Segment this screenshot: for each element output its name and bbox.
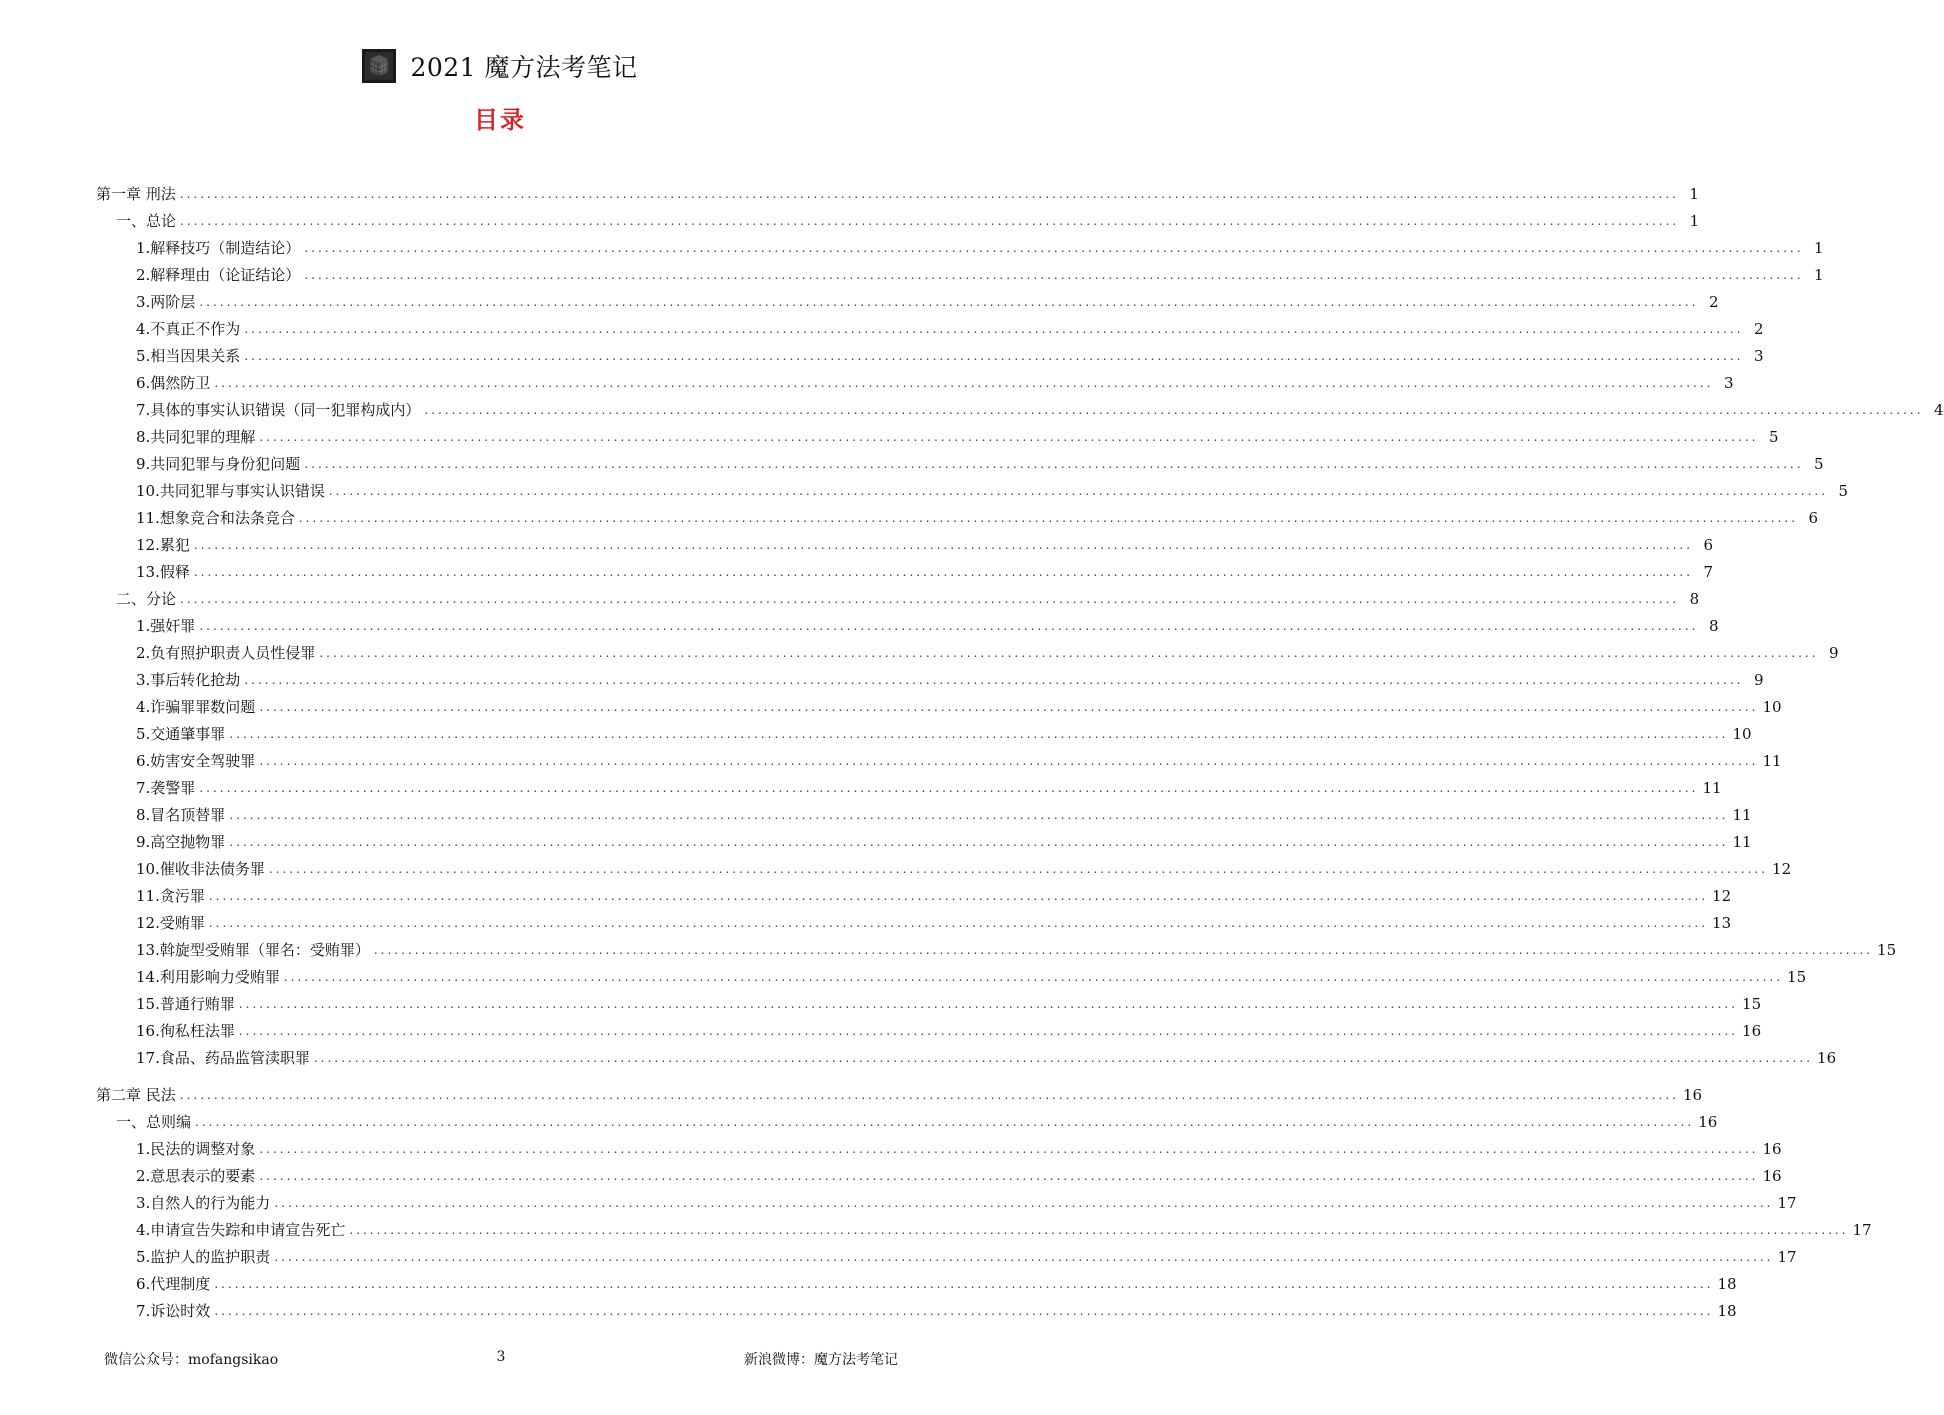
toc-entry-page: 18	[1717, 1275, 1737, 1293]
toc-entry-label: 3.两阶层	[136, 293, 196, 311]
toc-entry-page: 8	[1708, 617, 1719, 635]
toc-entry-page: 9	[1828, 644, 1839, 662]
toc-entry-page: 3	[1753, 347, 1764, 365]
toc-item-entry[interactable]	[96, 1244, 1797, 1271]
toc-item-entry[interactable]	[96, 1163, 1782, 1190]
toc-dot-leader: ............................................................................................................................................................................................................................	[349, 1223, 1849, 1237]
toc-entry-page: 11	[1702, 779, 1722, 797]
toc-entry-page: 1	[1689, 212, 1700, 230]
toc-dot-leader: ............................................................................................................................................................................................................................	[214, 376, 1714, 390]
toc-entry-label: 7.袭警罪	[136, 779, 196, 797]
toc-item-entry[interactable]	[96, 451, 1824, 478]
toc-entry-page: 4	[1933, 401, 1944, 419]
toc-heading: 目录	[474, 105, 526, 134]
toc-dot-leader: ............................................................................................................................................................................................................................	[304, 457, 1804, 471]
toc-entry-page: 1	[1813, 266, 1824, 284]
toc-entry-label: 第二章 民法	[96, 1086, 176, 1104]
toc-item-entry[interactable]	[96, 694, 1782, 721]
toc-item-entry[interactable]	[96, 883, 1732, 910]
toc-item-entry[interactable]	[96, 370, 1734, 397]
toc-entry-label: 7.具体的事实认识错误（同一犯罪构成内）	[136, 401, 421, 419]
toc-entry-label: 13.斡旋型受贿罪（罪名：受贿罪）	[136, 941, 370, 959]
toc-dot-leader: ............................................................................................................................................................................................................................	[199, 295, 1699, 309]
toc-dot-leader: ............................................................................................................................................................................................................................	[229, 835, 1729, 849]
toc-entry-label: 16.徇私枉法罪	[136, 1022, 235, 1040]
toc-entry-page: 5	[1838, 482, 1849, 500]
toc-entry-label: 4.诈骗罪罪数问题	[136, 698, 256, 716]
toc-entry-label: 一、总则编	[116, 1113, 192, 1131]
toc-item-entry[interactable]	[96, 1045, 1837, 1072]
toc-dot-leader: ............................................................................................................................................................................................................................	[328, 484, 1829, 498]
toc-entry-page: 11	[1732, 806, 1752, 824]
toc-dot-leader: ............................................................................................................................................................................................................................	[214, 1304, 1714, 1318]
toc-section-entry[interactable]	[96, 208, 1700, 235]
toc-dot-leader: ............................................................................................................................................................................................................................	[313, 1051, 1814, 1065]
toc-item-entry[interactable]	[96, 532, 1714, 559]
toc-entry-label: 2.负有照护职责人员性侵罪	[136, 644, 316, 662]
toc-entry-label: 10.催收非法债务罪	[136, 860, 265, 878]
toc-entry-page: 16	[1817, 1049, 1837, 1067]
toc-entry-page: 10	[1762, 698, 1782, 716]
toc-item-entry[interactable]	[96, 505, 1819, 532]
toc-entry-page: 11	[1732, 833, 1752, 851]
toc-item-entry[interactable]	[96, 613, 1719, 640]
toc-entry-label: 5.监护人的监护职责	[136, 1248, 271, 1266]
toc-dot-leader: ............................................................................................................................................................................................................................	[259, 430, 1759, 444]
toc-entry-page: 1	[1813, 239, 1824, 257]
toc-item-entry[interactable]	[96, 667, 1764, 694]
toc-section-entry[interactable]	[96, 586, 1700, 613]
toc-entry-label: 1.解释技巧（制造结论）	[136, 239, 301, 257]
toc-item-entry[interactable]	[96, 1298, 1737, 1325]
toc-dot-leader: ............................................................................................................................................................................................................................	[259, 700, 1759, 714]
toc-entry-page: 11	[1762, 752, 1782, 770]
toc-dot-leader: ............................................................................................................................................................................................................................	[283, 970, 1784, 984]
document-title: 2021 魔方法考笔记	[410, 53, 638, 82]
toc-entry-page: 16	[1762, 1167, 1782, 1185]
toc-item-entry[interactable]	[96, 937, 1897, 964]
toc-entry-label: 15.普通行贿罪	[136, 995, 235, 1013]
toc-item-entry[interactable]	[96, 721, 1752, 748]
toc-dot-leader: ............................................................................................................................................................................................................................	[208, 916, 1709, 930]
toc-item-entry[interactable]	[96, 640, 1839, 667]
toc-chapter-entry[interactable]	[96, 181, 1699, 208]
toc-entry-label: 12.累犯	[136, 536, 190, 554]
toc-entry-label: 3.事后转化抢劫	[136, 671, 241, 689]
toc-entry-page: 2	[1753, 320, 1764, 338]
toc-item-entry[interactable]	[96, 1190, 1797, 1217]
toc-entry-page: 15	[1877, 941, 1897, 959]
toc-dot-leader: ............................................................................................................................................................................................................................	[274, 1250, 1774, 1264]
toc-dot-leader: ............................................................................................................................................................................................................................	[238, 997, 1739, 1011]
toc-dot-leader: ............................................................................................................................................................................................................................	[373, 943, 1874, 957]
toc-item-entry[interactable]	[96, 856, 1792, 883]
toc-entry-label: 14.利用影响力受贿罪	[136, 968, 280, 986]
toc-entry-page: 12	[1712, 887, 1732, 905]
toc-entry-page: 9	[1753, 671, 1764, 689]
toc-entry-label: 一、总论	[116, 212, 177, 230]
toc-item-entry[interactable]	[96, 748, 1782, 775]
toc-entry-page: 17	[1852, 1221, 1872, 1239]
toc-entry-page: 16	[1742, 1022, 1762, 1040]
toc-item-entry[interactable]	[96, 559, 1714, 586]
toc-dot-leader: ............................................................................................................................................................................................................................	[180, 214, 1680, 228]
toc-chapter-entry[interactable]	[96, 1082, 1703, 1109]
toc-dot-leader: ............................................................................................................................................................................................................................	[259, 1142, 1759, 1156]
toc-dot-leader: ............................................................................................................................................................................................................................	[208, 889, 1709, 903]
page-number: 3	[496, 1349, 506, 1365]
toc-item-entry[interactable]	[96, 829, 1752, 856]
toc-entry-page: 13	[1712, 914, 1732, 932]
toc-entry-label: 8.共同犯罪的理解	[136, 428, 256, 446]
toc-entry-page: 2	[1708, 293, 1719, 311]
toc-entry-label: 8.冒名顶替罪	[136, 806, 226, 824]
toc-dot-leader: ............................................................................................................................................................................................................................	[229, 727, 1729, 741]
toc-entry-label: 1.民法的调整对象	[136, 1140, 256, 1158]
toc-item-entry[interactable]	[96, 1018, 1762, 1045]
toc-dot-leader: ............................................................................................................................................................................................................................	[268, 862, 1769, 876]
toc-dot-leader: ............................................................................................................................................................................................................................	[199, 781, 1699, 795]
toc-entry-page: 17	[1777, 1194, 1797, 1212]
toc-entry-page: 5	[1768, 428, 1779, 446]
toc-item-entry[interactable]	[96, 289, 1719, 316]
page-footer	[104, 1349, 898, 1369]
toc-entry-page: 12	[1772, 860, 1792, 878]
toc-entry-label: 17.食品、药品监管渎职罪	[136, 1049, 310, 1067]
toc-entry-label: 5.相当因果关系	[136, 347, 241, 365]
toc-entry-page: 8	[1689, 590, 1700, 608]
toc-item-entry[interactable]	[96, 775, 1722, 802]
toc-dot-leader: ............................................................................................................................................................................................................................	[229, 808, 1729, 822]
toc-entry-page: 18	[1717, 1302, 1737, 1320]
toc-entry-page: 3	[1723, 374, 1734, 392]
toc-entry-page: 5	[1813, 455, 1824, 473]
toc-dot-leader: ............................................................................................................................................................................................................................	[244, 673, 1744, 687]
toc-entry-label: 11.想象竞合和法条竞合	[136, 509, 295, 527]
toc-entry-page: 15	[1787, 968, 1807, 986]
toc-item-entry[interactable]	[96, 991, 1762, 1018]
toc-dot-leader: ............................................................................................................................................................................................................................	[424, 403, 1924, 417]
toc-entry-label: 2.意思表示的要素	[136, 1167, 256, 1185]
toc-entry-page: 1	[1689, 185, 1699, 203]
toc-entry-label: 5.交通肇事罪	[136, 725, 226, 743]
toc-dot-leader: ............................................................................................................................................................................................................................	[298, 511, 1799, 525]
toc-entry-label: 4.申请宣告失踪和申请宣告死亡	[136, 1221, 346, 1239]
toc-entry-label: 7.诉讼时效	[136, 1302, 211, 1320]
document-header	[0, 46, 1000, 86]
toc-dot-leader: ............................................................................................................................................................................................................................	[259, 754, 1759, 768]
toc-item-entry[interactable]	[96, 910, 1732, 937]
toc-entry-label: 9.共同犯罪与身份犯问题	[136, 455, 301, 473]
toc-item-entry[interactable]	[96, 1136, 1782, 1163]
toc-entry-page: 15	[1742, 995, 1762, 1013]
toc-entry-label: 13.假释	[136, 563, 190, 581]
toc-dot-leader: ............................................................................................................................................................................................................................	[259, 1169, 1759, 1183]
toc-item-entry[interactable]	[96, 1271, 1737, 1298]
toc-entry-label: 9.高空抛物罪	[136, 833, 226, 851]
toc-item-entry[interactable]	[96, 343, 1764, 370]
toc-dot-leader: ............................................................................................................................................................................................................................	[238, 1024, 1739, 1038]
toc-item-entry[interactable]	[96, 397, 1944, 424]
toc-entry-page: 16	[1762, 1140, 1782, 1158]
toc-entry-page: 6	[1808, 509, 1819, 527]
toc-item-entry[interactable]	[96, 262, 1824, 289]
toc-dot-leader: ............................................................................................................................................................................................................................	[319, 646, 1819, 660]
toc-section-entry[interactable]	[96, 1109, 1718, 1136]
toc-entry-label: 1.强奸罪	[136, 617, 196, 635]
toc-dot-leader: ............................................................................................................................................................................................................................	[193, 565, 1694, 579]
toc-entry-page: 16	[1698, 1113, 1718, 1131]
toc-entry-label: 12.受贿罪	[136, 914, 205, 932]
toc-entry-page: 6	[1703, 536, 1714, 554]
toc-entry-label: 11.贪污罪	[136, 887, 205, 905]
toc-dot-leader: ............................................................................................................................................................................................................................	[179, 1088, 1679, 1102]
toc-entry-page: 10	[1732, 725, 1752, 743]
toc-entry-label: 2.解释理由（论证结论）	[136, 266, 301, 284]
toc-entry-label: 3.自然人的行为能力	[136, 1194, 271, 1212]
toc-item-entry[interactable]	[96, 424, 1779, 451]
toc-dot-leader: ............................................................................................................................................................................................................................	[193, 538, 1694, 552]
toc-dot-leader: ............................................................................................................................................................................................................................	[244, 349, 1744, 363]
toc-item-entry[interactable]	[96, 316, 1764, 343]
toc-entry-label: 6.代理制度	[136, 1275, 211, 1293]
footer-wechat-account: 微信公众号：mofangsikao	[104, 1352, 279, 1368]
table-of-contents	[96, 181, 1944, 1325]
toc-dot-leader: ............................................................................................................................................................................................................................	[244, 322, 1744, 336]
toc-item-entry[interactable]	[96, 1217, 1872, 1244]
toc-entry-label: 6.妨害安全驾驶罪	[136, 752, 256, 770]
toc-dot-leader: ............................................................................................................................................................................................................................	[304, 268, 1804, 282]
toc-entry-page: 17	[1777, 1248, 1797, 1266]
toc-dot-leader: ............................................................................................................................................................................................................................	[304, 241, 1804, 255]
toc-dot-leader: ............................................................................................................................................................................................................................	[180, 592, 1680, 606]
toc-dot-leader: ............................................................................................................................................................................................................................	[199, 619, 1699, 633]
toc-dot-leader: ............................................................................................................................................................................................................................	[195, 1115, 1695, 1129]
toc-entry-label: 10.共同犯罪与事实认识错误	[136, 482, 325, 500]
toc-entry-label: 6.偶然防卫	[136, 374, 211, 392]
toc-entry-label: 二、分论	[116, 590, 177, 608]
footer-weibo-account: 新浪微博：魔方法考笔记	[744, 1352, 898, 1368]
toc-dot-leader: ............................................................................................................................................................................................................................	[214, 1277, 1714, 1291]
toc-item-entry[interactable]	[96, 235, 1824, 262]
toc-entry-page: 16	[1682, 1086, 1703, 1104]
toc-entry-label: 第一章 刑法	[96, 185, 176, 203]
toc-dot-leader: ............................................................................................................................................................................................................................	[179, 187, 1679, 201]
toc-entry-page: 7	[1703, 563, 1714, 581]
toc-item-entry[interactable]	[96, 964, 1807, 991]
toc-item-entry[interactable]	[96, 802, 1752, 829]
rubiks-cube-logo-icon	[362, 49, 396, 83]
toc-entry-label: 4.不真正不作为	[136, 320, 241, 338]
toc-item-entry[interactable]	[96, 478, 1849, 505]
toc-dot-leader: ............................................................................................................................................................................................................................	[274, 1196, 1774, 1210]
